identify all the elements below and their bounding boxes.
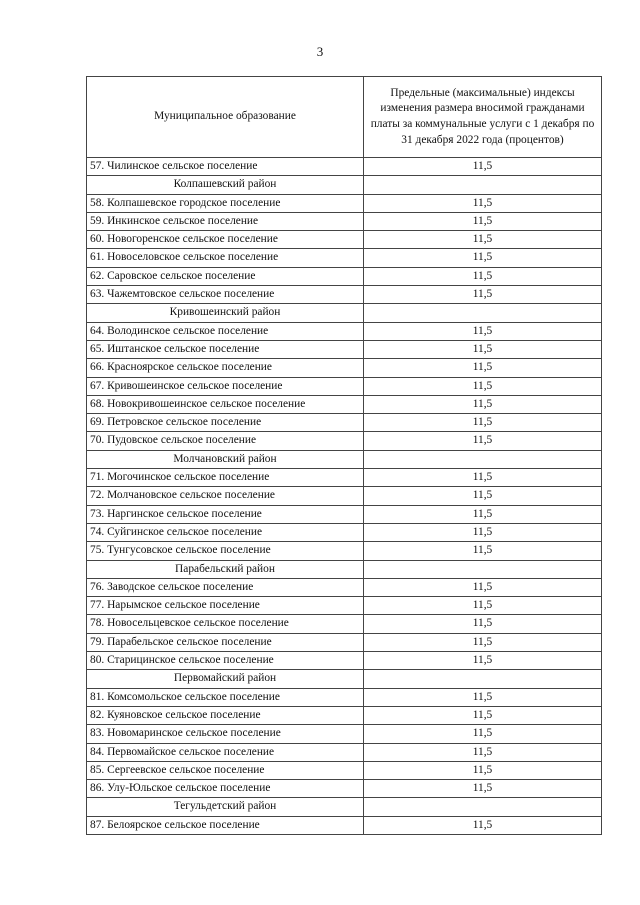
municipality-name: 75. Тунгусовское сельское поселение	[87, 542, 364, 560]
index-value: 11,5	[364, 212, 602, 230]
index-value: 11,5	[364, 340, 602, 358]
district-row	[87, 304, 602, 322]
index-value: 11,5	[364, 322, 602, 340]
index-value: 11,5	[364, 578, 602, 596]
index-value: 11,5	[364, 780, 602, 798]
table-row	[87, 414, 602, 432]
municipality-name: 79. Парабельское сельское поселение	[87, 633, 364, 651]
index-value: 11,5	[364, 158, 602, 176]
district-name: Тегульдетский район	[87, 798, 364, 816]
table-row	[87, 395, 602, 413]
index-value: 11,5	[364, 706, 602, 724]
index-value: 11,5	[364, 469, 602, 487]
municipality-name: 69. Петровское сельское поселение	[87, 414, 364, 432]
district-value-empty	[364, 450, 602, 468]
municipality-name: 60. Новогоренское сельское поселение	[87, 231, 364, 249]
table-row	[87, 505, 602, 523]
table-row	[87, 615, 602, 633]
table-row	[87, 487, 602, 505]
district-row	[87, 560, 602, 578]
district-value-empty	[364, 304, 602, 322]
table-row	[87, 322, 602, 340]
municipality-name: 85. Сергеевское сельское поселение	[87, 761, 364, 779]
index-value: 11,5	[364, 249, 602, 267]
index-value: 11,5	[364, 505, 602, 523]
index-value: 11,5	[364, 359, 602, 377]
index-value: 11,5	[364, 542, 602, 560]
municipality-name: 76. Заводское сельское поселение	[87, 578, 364, 596]
table-row	[87, 286, 602, 304]
table-row	[87, 597, 602, 615]
municipality-name: 63. Чажемтовское сельское поселение	[87, 286, 364, 304]
table-row	[87, 780, 602, 798]
table-header-row	[87, 77, 602, 158]
table-row	[87, 523, 602, 541]
index-table	[86, 76, 602, 835]
municipality-name: 81. Комсомольское сельское поселение	[87, 688, 364, 706]
table-row	[87, 249, 602, 267]
table-row	[87, 706, 602, 724]
index-value: 11,5	[364, 816, 602, 834]
district-name: Кривошеинский район	[87, 304, 364, 322]
index-value: 11,5	[364, 743, 602, 761]
table-row	[87, 816, 602, 834]
table-row	[87, 688, 602, 706]
index-value: 11,5	[364, 286, 602, 304]
municipality-name: 58. Колпашевское городское поселение	[87, 194, 364, 212]
table-row	[87, 212, 602, 230]
municipality-name: 66. Красноярское сельское поселение	[87, 359, 364, 377]
table-row	[87, 542, 602, 560]
index-value: 11,5	[364, 377, 602, 395]
index-value: 11,5	[364, 194, 602, 212]
municipality-name: 61. Новоселовское сельское поселение	[87, 249, 364, 267]
index-value: 11,5	[364, 414, 602, 432]
table-row	[87, 469, 602, 487]
table-row	[87, 725, 602, 743]
table-row	[87, 231, 602, 249]
district-value-empty	[364, 560, 602, 578]
municipality-name: 68. Новокривошеинское сельское поселение	[87, 395, 364, 413]
municipality-name: 86. Улу-Юльское сельское поселение	[87, 780, 364, 798]
table-row	[87, 761, 602, 779]
index-value: 11,5	[364, 267, 602, 285]
index-value: 11,5	[364, 615, 602, 633]
index-value: 11,5	[364, 487, 602, 505]
table-row	[87, 359, 602, 377]
header-municipality: Муниципальное образование	[87, 77, 364, 158]
municipality-name: 64. Володинское сельское поселение	[87, 322, 364, 340]
municipality-name: 83. Новомаринское сельское поселение	[87, 725, 364, 743]
district-row	[87, 450, 602, 468]
table-row	[87, 652, 602, 670]
municipality-name: 70. Пудовское сельское поселение	[87, 432, 364, 450]
municipality-name: 87. Белоярское сельское поселение	[87, 816, 364, 834]
municipality-name: 74. Суйгинское сельское поселение	[87, 523, 364, 541]
district-row	[87, 798, 602, 816]
index-value: 11,5	[364, 688, 602, 706]
municipality-name: 84. Первомайское сельское поселение	[87, 743, 364, 761]
municipality-name: 73. Наргинское сельское поселение	[87, 505, 364, 523]
index-value: 11,5	[364, 523, 602, 541]
district-value-empty	[364, 670, 602, 688]
table-row	[87, 633, 602, 651]
table-body	[87, 158, 602, 835]
district-name: Колпашевский район	[87, 176, 364, 194]
district-name: Молчановский район	[87, 450, 364, 468]
index-value: 11,5	[364, 725, 602, 743]
district-row	[87, 176, 602, 194]
district-row	[87, 670, 602, 688]
municipality-name: 67. Кривошеинское сельское поселение	[87, 377, 364, 395]
table-row	[87, 340, 602, 358]
municipality-name: 80. Старицинское сельское поселение	[87, 652, 364, 670]
district-value-empty	[364, 176, 602, 194]
municipality-name: 62. Саровское сельское поселение	[87, 267, 364, 285]
index-value: 11,5	[364, 652, 602, 670]
district-name: Первомайский район	[87, 670, 364, 688]
municipality-name: 65. Иштанское сельское поселение	[87, 340, 364, 358]
table-row	[87, 158, 602, 176]
index-value: 11,5	[364, 231, 602, 249]
table-row	[87, 743, 602, 761]
municipality-name: 71. Могочинское сельское поселение	[87, 469, 364, 487]
index-value: 11,5	[364, 761, 602, 779]
table-row	[87, 377, 602, 395]
index-value: 11,5	[364, 395, 602, 413]
header-index: Предельные (максимальные) индексы изменения размера вносимой гражданами платы за коммунальные услуги с 1 декабря по 31 декабря 2022 года (процентов)	[364, 77, 602, 158]
index-value: 11,5	[364, 597, 602, 615]
page-number: 3	[316, 44, 324, 59]
index-value: 11,5	[364, 633, 602, 651]
district-name: Парабельский район	[87, 560, 364, 578]
municipality-name: 57. Чилинское сельское поселение	[87, 158, 364, 176]
municipality-name: 77. Нарымское сельское поселение	[87, 597, 364, 615]
index-value: 11,5	[364, 432, 602, 450]
table-row	[87, 194, 602, 212]
table-row	[87, 267, 602, 285]
district-value-empty	[364, 798, 602, 816]
municipality-name: 72. Молчановское сельское поселение	[87, 487, 364, 505]
municipality-name: 78. Новосельцевское сельское поселение	[87, 615, 364, 633]
municipality-name: 59. Инкинское сельское поселение	[87, 212, 364, 230]
table-row	[87, 578, 602, 596]
table-row	[87, 432, 602, 450]
municipality-name: 82. Куяновское сельское поселение	[87, 706, 364, 724]
